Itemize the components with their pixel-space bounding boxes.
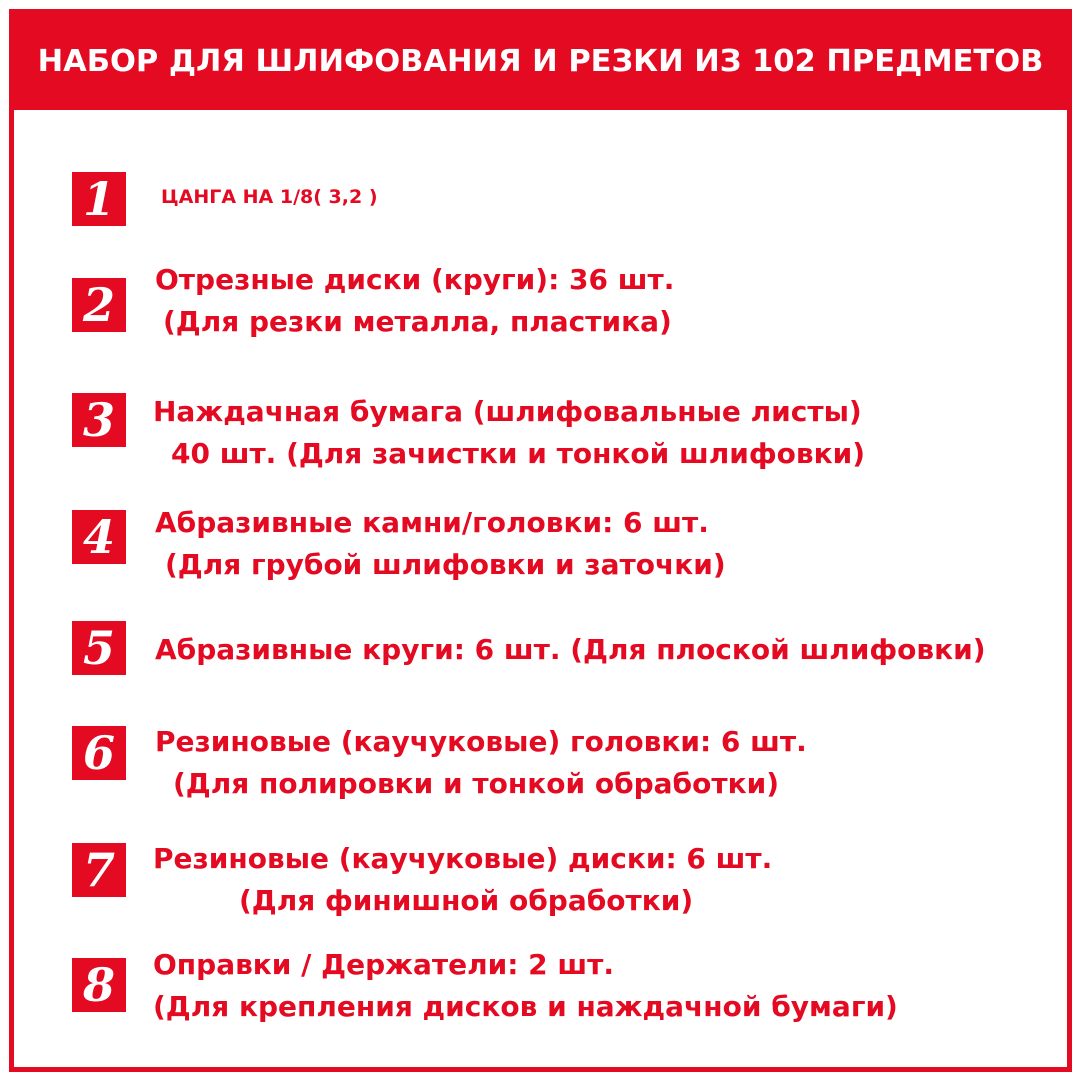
list-item xyxy=(153,838,772,922)
item-number-badge: 1 xyxy=(72,172,126,226)
list-item xyxy=(161,182,378,212)
item-number-badge: 8 xyxy=(72,958,126,1012)
item-title: Резиновые (каучуковые) головки: 6 шт. xyxy=(155,725,807,758)
item-number-badge: 6 xyxy=(72,726,126,780)
item-number-badge: 4 xyxy=(72,510,126,564)
content-frame xyxy=(9,9,1072,1072)
item-number-badge: 7 xyxy=(72,843,126,897)
item-description: (Для резки металла, пластика) xyxy=(163,305,672,338)
list-item xyxy=(153,944,898,1028)
item-description: (Для крепления дисков и наждачной бумаги) xyxy=(153,990,898,1023)
item-number-badge: 5 xyxy=(72,621,126,675)
item-number-badge: 3 xyxy=(72,393,126,447)
list-item xyxy=(155,502,726,586)
item-description: (Для финишной обработки) xyxy=(239,884,694,917)
list-item xyxy=(153,391,865,475)
list-item xyxy=(155,721,807,805)
item-description: (Для полировки и тонкой обработки) xyxy=(173,767,779,800)
item-description: (Для грубой шлифовки и заточки) xyxy=(165,548,726,581)
item-title: Резиновые (каучуковые) диски: 6 шт. xyxy=(153,842,773,875)
item-title: Абразивные круги: 6 шт. (Для плоской шлифовки) xyxy=(155,633,986,666)
item-title: Оправки / Держатели: 2 шт. xyxy=(153,948,615,981)
item-title: Отрезные диски (круги): 36 шт. xyxy=(155,263,675,296)
item-title: Абразивные камни/головки: 6 шт. xyxy=(155,506,709,539)
list-item xyxy=(155,259,674,343)
page-title: НАБОР ДЛЯ ШЛИФОВАНИЯ И РЕЗКИ ИЗ 102 ПРЕДМЕТОВ xyxy=(14,14,1067,110)
item-title: Наждачная бумага (шлифовальные листы) xyxy=(153,395,862,428)
list-item xyxy=(155,629,986,671)
item-number-badge: 2 xyxy=(72,278,126,332)
item-description: 40 шт. (Для зачистки и тонкой шлифовки) xyxy=(171,437,866,470)
item-title: ЦАНГА НА 1/8( 3,2 ) xyxy=(161,186,378,208)
